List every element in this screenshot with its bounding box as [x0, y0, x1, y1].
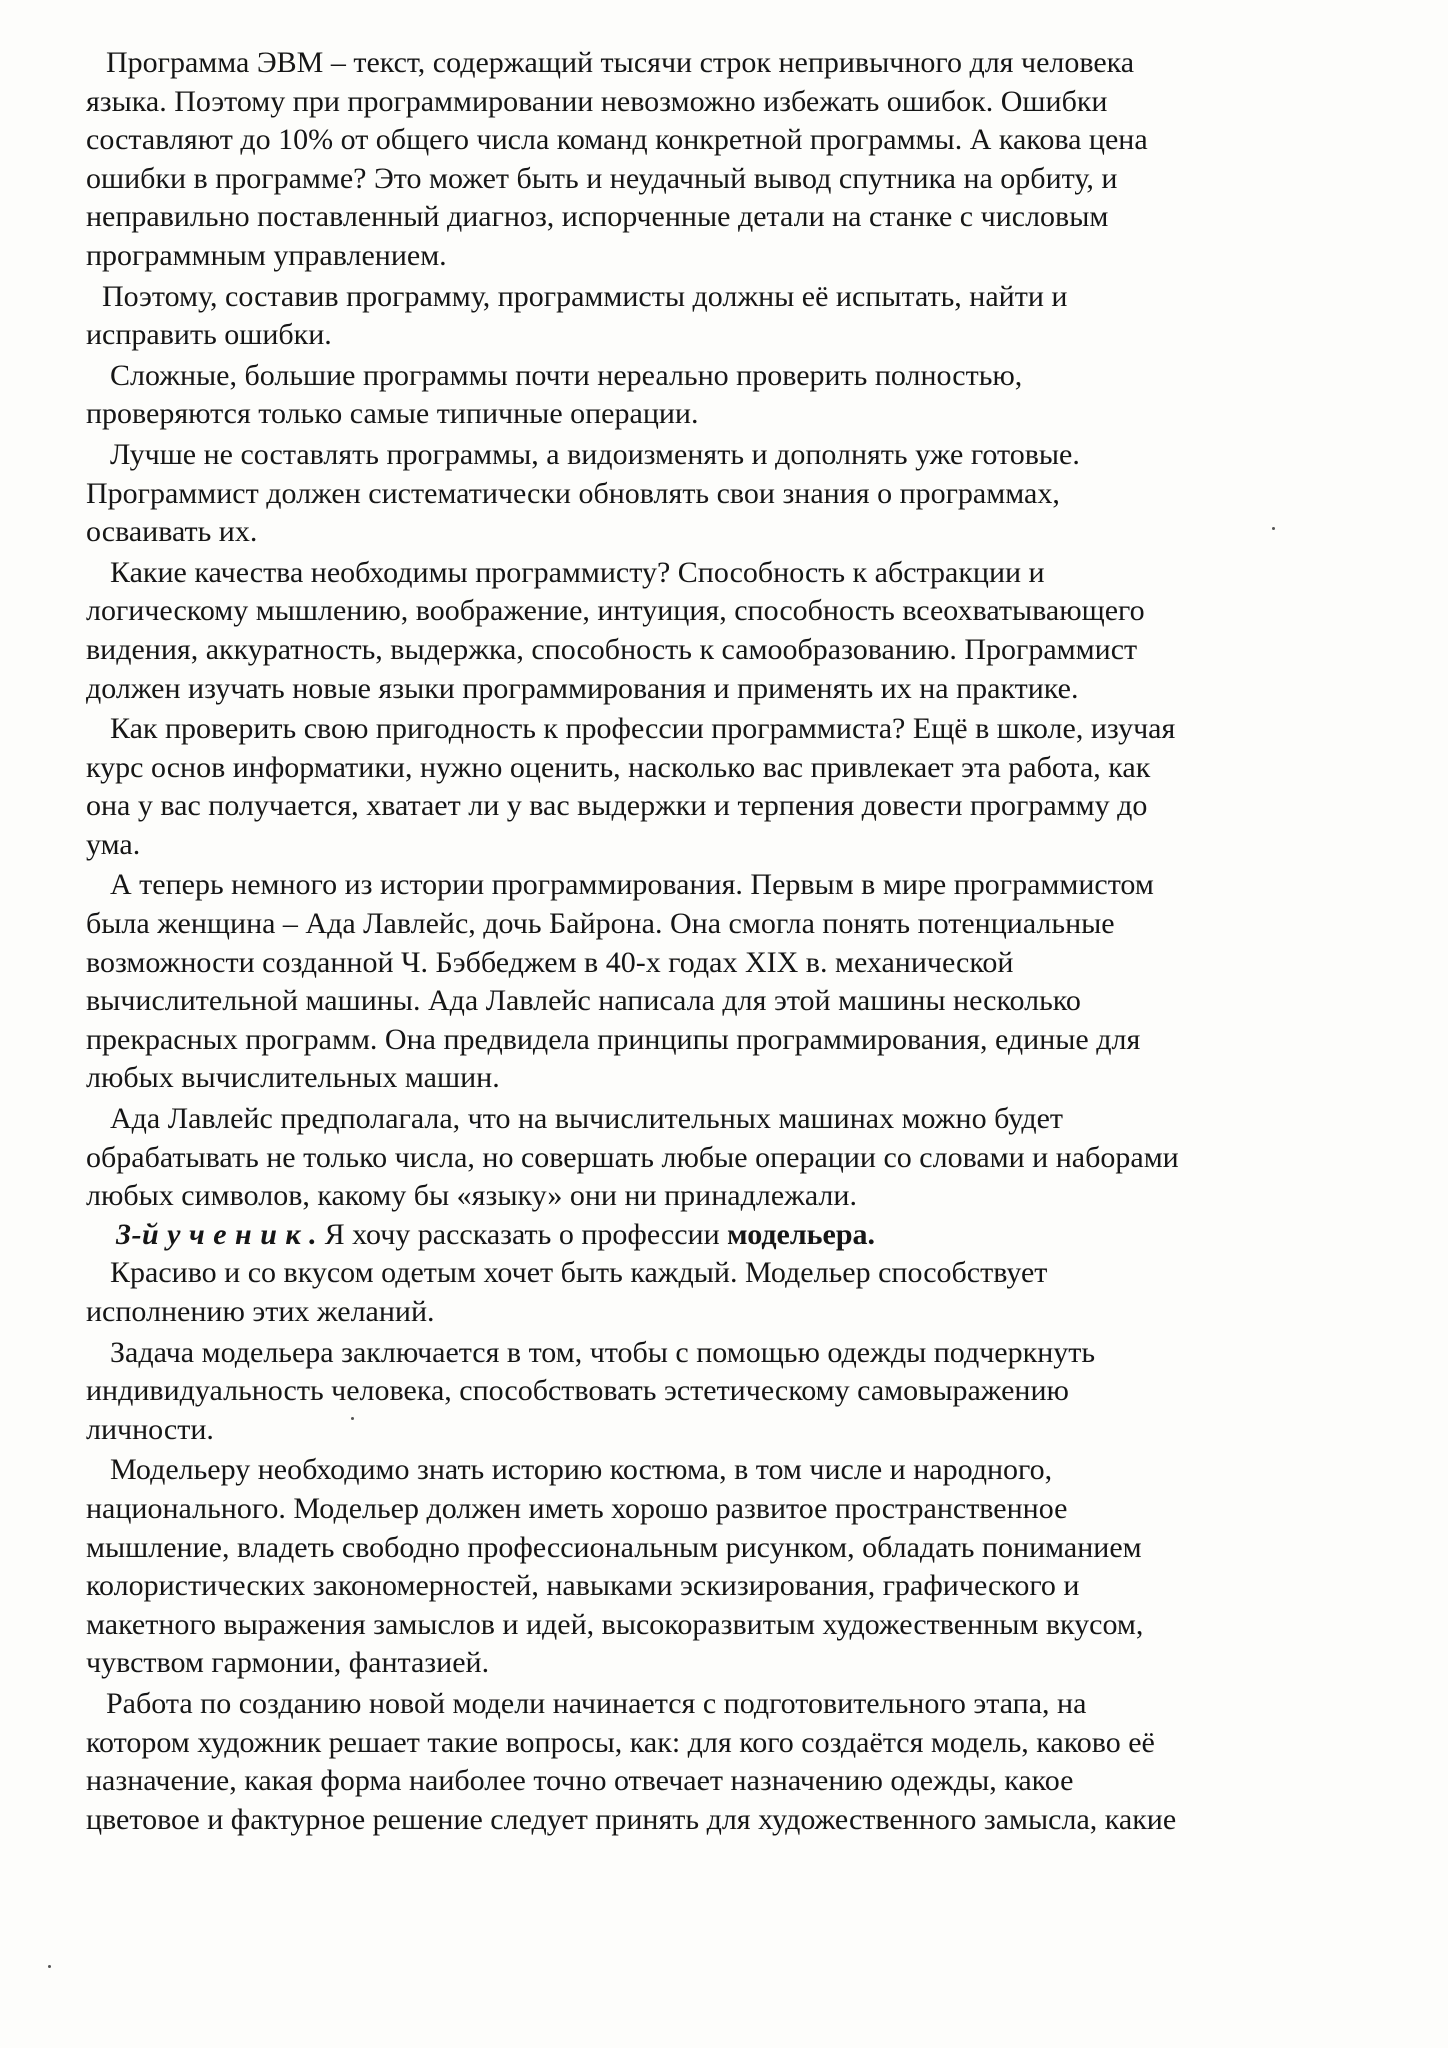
- student-label: 3-й у ч е н и к .: [116, 1217, 318, 1251]
- text-line: Программа ЭВМ – текст, содержащий тысячи строк непривычного для человека: [106, 46, 1135, 79]
- text-line: исправить ошибки.: [86, 318, 332, 352]
- text-line: ошибки в программе? Это может быть и неудачный вывод спутника на орбиту, и: [86, 161, 1118, 195]
- text-line: Красиво и со вкусом одетым хочет быть каждый. Модельер способствует: [110, 1256, 1048, 1290]
- text-line: Лучше не составлять программы, а видоизменять и дополнять уже готовые.: [110, 437, 1080, 471]
- student-line: [86, 1216, 1354, 1255]
- text-line: любых вычислительных машин.: [86, 1061, 500, 1095]
- text-line: должен изучать новые языки программирования и применять их на практике.: [86, 671, 1079, 705]
- text-line: проверяются только самые типичные операции.: [86, 397, 699, 431]
- text-line: была женщина – Ада Лавлейс, дочь Байрона. Она смогла понять потенциальные: [86, 907, 1115, 941]
- text-line: А теперь немного из истории программирования. Первым в мире программистом: [110, 868, 1154, 902]
- text-line: возможности созданной Ч. Бэббеджем в 40-х годах XIX в. механической: [86, 945, 1014, 979]
- scan-speck: [48, 1965, 51, 1968]
- text-line: индивидуальность человека, способствовать эстетическому самовыражению: [86, 1374, 1069, 1408]
- text-line: мышление, владеть свободно профессиональным рисунком, обладать пониманием: [86, 1530, 1142, 1564]
- text-line: осваивать их.: [86, 515, 258, 549]
- text-block-modeler: [86, 1254, 1354, 1839]
- text-line: Поэтому, составив программу, программисты должны её испытать, найти и: [102, 279, 1068, 313]
- text-line: курс основ информатики, нужно оценить, насколько вас привлекает эта работа, как: [86, 750, 1151, 784]
- text-line: Сложные, большие программы почти нереально проверить полностью,: [110, 358, 1023, 392]
- text-line: вычислительной машины. Ада Лавлейс написала для этой машины несколько: [86, 984, 1081, 1018]
- text-line: цветовое и фактурное решение следует принять для художественного замысла, какие: [86, 1802, 1177, 1836]
- text-block-programmer: [86, 44, 1354, 1216]
- text-line: котором художник решает такие вопросы, как: для кого создаётся модель, каково её: [86, 1725, 1155, 1759]
- document-page: [86, 44, 1354, 1839]
- text-line: составляют до 10% от общего числа команд конкретной программы. А какова цена: [86, 123, 1148, 157]
- student-bold-word: модельера.: [727, 1217, 876, 1251]
- text-line: языка. Поэтому при программировании невозможно избежать ошибок. Ошибки: [86, 84, 1108, 118]
- text-line: личности.: [86, 1412, 214, 1446]
- student-text: Я хочу рассказать о профессии: [317, 1217, 728, 1251]
- text-line: логическому мышлению, воображение, интуиция, способность всеохватывающего: [86, 594, 1145, 628]
- text-line: обрабатывать не только числа, но совершать любые операции со словами и наборами: [86, 1140, 1179, 1174]
- scan-speck: [351, 1417, 354, 1420]
- text-line: видения, аккуратность, выдержка, способность к самообразованию. Программист: [86, 632, 1138, 666]
- text-line: Как проверить свою пригодность к профессии программиста? Ещё в школе, изучая: [110, 712, 1176, 746]
- text-line: исполнению этих желаний.: [86, 1295, 435, 1328]
- text-line: чувством гармонии, фантазией.: [86, 1646, 490, 1680]
- text-line: макетного выражения замыслов и идей, высокоразвитым художественным вкусом,: [86, 1607, 1144, 1641]
- text-line: Модельеру необходимо знать историю костюма, в том числе и народного,: [110, 1453, 1053, 1487]
- text-line: Работа по созданию новой модели начинается с подготовительного этапа, на: [106, 1686, 1087, 1720]
- text-line: Какие качества необходимы программисту? Способность к абстракции и: [110, 555, 1045, 589]
- text-line: Ада Лавлейс предполагала, что на вычислительных машинах можно будет: [110, 1102, 1064, 1136]
- scan-speck: [1272, 527, 1275, 530]
- text-line: национального. Модельер должен иметь хорошо развитое пространственное: [86, 1491, 1068, 1525]
- text-line: Задача модельера заключается в том, чтобы с помощью одежды подчеркнуть: [110, 1335, 1096, 1369]
- text-line: назначение, какая форма наиболее точно отвечает назначению одежды, какое: [86, 1764, 1074, 1798]
- text-line: любых символов, какому бы «языку» они ни принадлежали.: [86, 1179, 857, 1213]
- text-line: Программист должен систематически обновлять свои знания о программах,: [86, 476, 1060, 510]
- text-line: колористических закономерностей, навыками эскизирования, графического и: [86, 1569, 1080, 1603]
- text-line: неправильно поставленный диагноз, испорченные детали на станке с числовым: [86, 200, 1109, 234]
- text-line: она у вас получается, хватает ли у вас выдержки и терпения довести программу до: [86, 789, 1148, 823]
- text-line: ума.: [86, 827, 141, 861]
- text-line: прекрасных программ. Она предвидела принципы программирования, единые для: [86, 1022, 1141, 1056]
- text-line: программным управлением.: [86, 238, 447, 272]
